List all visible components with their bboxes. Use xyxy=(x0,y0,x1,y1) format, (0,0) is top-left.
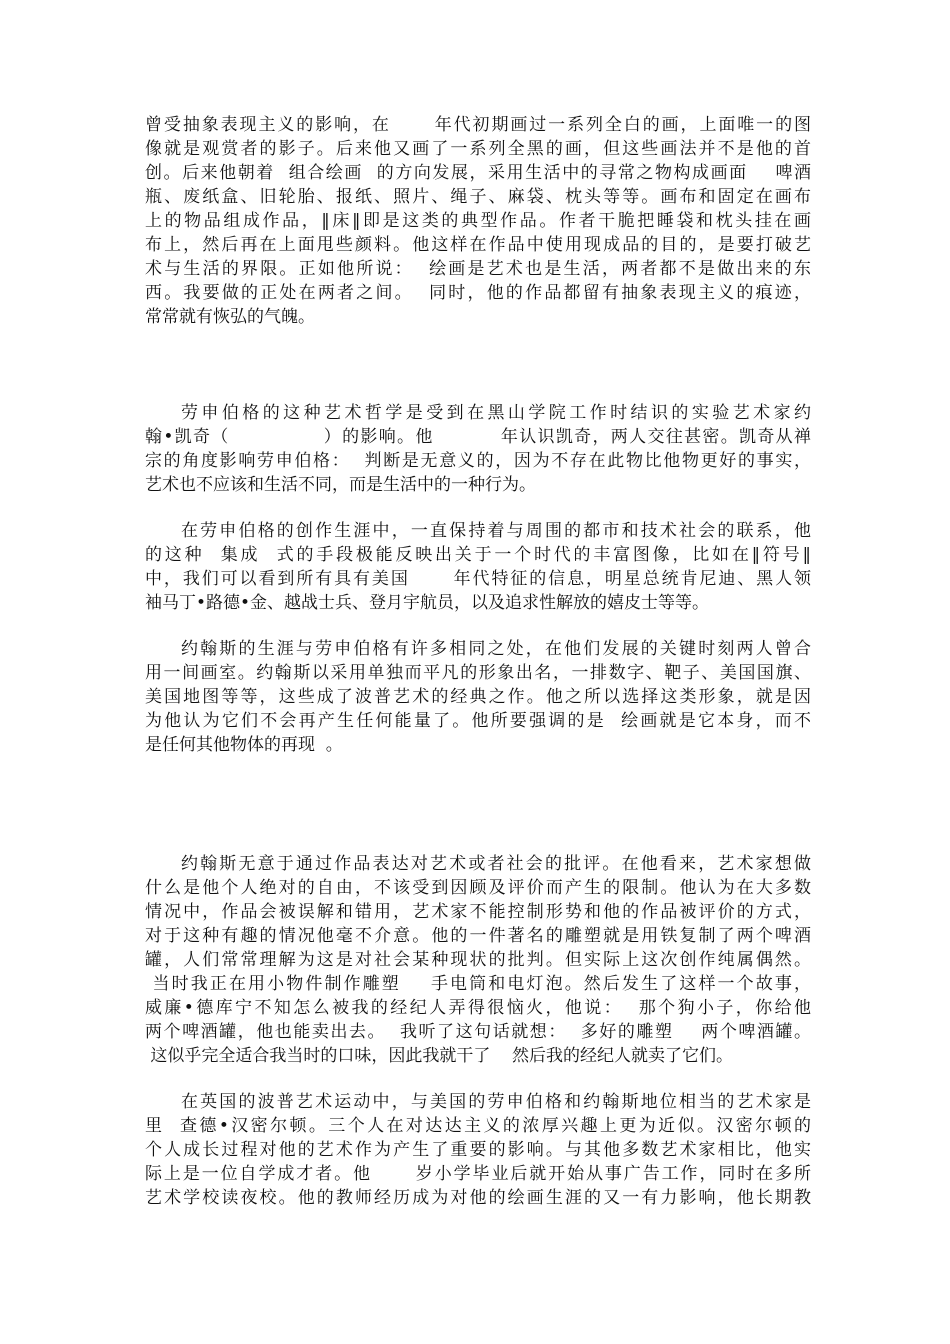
text-line: 宗的角度影响劳申伯格： 判断是无意义的，因为不存在此物比他物更好的事实， xyxy=(145,451,811,471)
text-line: 在劳申伯格的创作生涯中，一直保持着与周围的都市和技术社会的联系，他 xyxy=(181,521,811,541)
text-line: 常常就有恢弘的气魄。 xyxy=(145,307,315,327)
paragraph-johns-beer-cans xyxy=(145,852,811,1068)
text-line: 艺术也不应该和生活不同，而是生活中的一种行为。 xyxy=(145,475,536,495)
paragraph-spacer xyxy=(145,329,811,401)
paragraph-spacer xyxy=(145,1068,811,1090)
text-line: 像就是观赏者的影子。后来他又画了一系列全黑的画，但这些画法并不是他的首 xyxy=(145,139,811,159)
text-line: 布上，然后再在上面甩些颜料。他这样在作品中使用现成品的目的，是要打破艺 xyxy=(145,235,811,255)
text-line: 威廉•德库宁不知怎么被我的经纪人弄得很恼火，他说： 那个狗小子，你给他 xyxy=(145,998,811,1018)
paragraph-spacer xyxy=(145,497,811,519)
text-line: 上的物品组成作品，‖床‖即是这类的典型作品。作者干脆把睡袋和枕头挂在画 xyxy=(145,211,811,231)
text-line: 对于这种有趣的情况他毫不介意。他的一件著名的雕塑就是用铁复制了两个啤酒 xyxy=(145,926,811,946)
text-line: 术与生活的界限。正如他所说： 绘画是艺术也是生活，两者都不是做出来的东 xyxy=(145,259,811,279)
paragraph-cage-influence xyxy=(145,401,811,497)
text-line: 西。我要做的正处在两者之间。 同时，他的作品都留有抽象表现主义的痕迹， xyxy=(145,283,811,303)
text-line: 中，我们可以看到所有具有美国 年代特征的信息，明星总统肯尼迪、黑人领 xyxy=(145,569,811,589)
paragraph-spacer xyxy=(145,757,811,852)
paragraph-hamilton xyxy=(145,1090,811,1210)
text-line: 里 查德•汉密尔顿。三个人在对达达主义的浓厚兴趣上更为近似。汉密尔顿的 xyxy=(145,1116,811,1136)
text-line: 瓶、废纸盒、旧轮胎、报纸、照片、绳子、麻袋、枕头等等。画布和固定在画布 xyxy=(145,187,811,207)
text-line: 袖马丁•路德•金、越战士兵、登月宇航员，以及追求性解放的嬉皮士等等。 xyxy=(145,593,710,613)
text-line: 劳申伯格的这种艺术哲学是受到在黑山学院工作时结识的实验艺术家约 xyxy=(181,403,811,423)
text-line: 当时我正在用小物件制作雕塑 手电筒和电灯泡。然后发生了这样一个故事， xyxy=(145,974,811,994)
text-line: 这似乎完全适合我当时的口味，因此我就干了 然后我的经纪人就卖了它们。 xyxy=(145,1046,734,1066)
paragraph-rauschenberg-art xyxy=(145,113,811,329)
text-line: 际上是一位自学成才者。他 岁小学毕业后就开始从事广告工作，同时在多所 xyxy=(145,1164,811,1184)
text-line: 罐，人们常常理解为这是对社会某种现状的批判。但实际上这次创作纯属偶然。 xyxy=(145,950,811,970)
text-line: 美国地图等等，这些成了波普艺术的经典之作。他之所以选择这类形象，就是因 xyxy=(145,687,811,707)
paragraph-rauschenberg-career xyxy=(145,519,811,615)
paragraph-spacer xyxy=(145,615,811,637)
text-line: 个人成长过程对他的艺术作为产生了重要的影响。与其他多数艺术家相比，他实 xyxy=(145,1140,811,1160)
text-line: 创。后来他朝着 组合绘画 的方向发展，采用生活中的寻常之物构成画面 啤酒 xyxy=(145,163,811,183)
text-line: 为他认为它们不会再产生任何能量了。他所要强调的是 绘画就是它本身，而不 xyxy=(145,711,811,731)
text-line: 是任何其他物体的再现 。 xyxy=(145,735,343,755)
paragraph-johns-career xyxy=(145,637,811,757)
text-line: 的这种 集成 式的手段极能反映出关于一个时代的丰富图像，比如在‖符号‖ xyxy=(145,545,811,565)
text-line: 约翰斯的生涯与劳申伯格有许多相同之处，在他们发展的关键时刻两人曾合 xyxy=(181,639,811,659)
text-line: 约翰斯无意于通过作品表达对艺术或者社会的批评。在他看来，艺术家想做 xyxy=(181,854,811,874)
text-line: 曾受抽象表现主义的影响，在 年代初期画过一系列全白的画，上面唯一的图 xyxy=(145,115,811,135)
text-line: 用一间画室。约翰斯以采用单独而平凡的形象出名，一排数字、靶子、美国国旗、 xyxy=(145,663,811,683)
text-line: 情况中，作品会被误解和错用，艺术家不能控制形势和他的作品被评价的方式， xyxy=(145,902,811,922)
text-line: 艺术学校读夜校。他的教师经历成为对他的绘画生涯的又一有力影响，他长期教 xyxy=(145,1188,811,1208)
text-line: 两个啤酒罐，他也能卖出去。 我听了这句话就想： 多好的雕塑 两个啤酒罐。 xyxy=(145,1022,811,1042)
text-line: 在英国的波普艺术运动中，与美国的劳申伯格和约翰斯地位相当的艺术家是 xyxy=(181,1092,811,1112)
document-page xyxy=(145,113,811,1210)
text-line: 什么是他个人绝对的自由，不该受到因顾及评价而产生的限制。他认为在大多数 xyxy=(145,878,811,898)
text-line: 翰•凯奇（ ）的影响。他 年认识凯奇，两人交往甚密。凯奇从禅 xyxy=(145,427,811,447)
